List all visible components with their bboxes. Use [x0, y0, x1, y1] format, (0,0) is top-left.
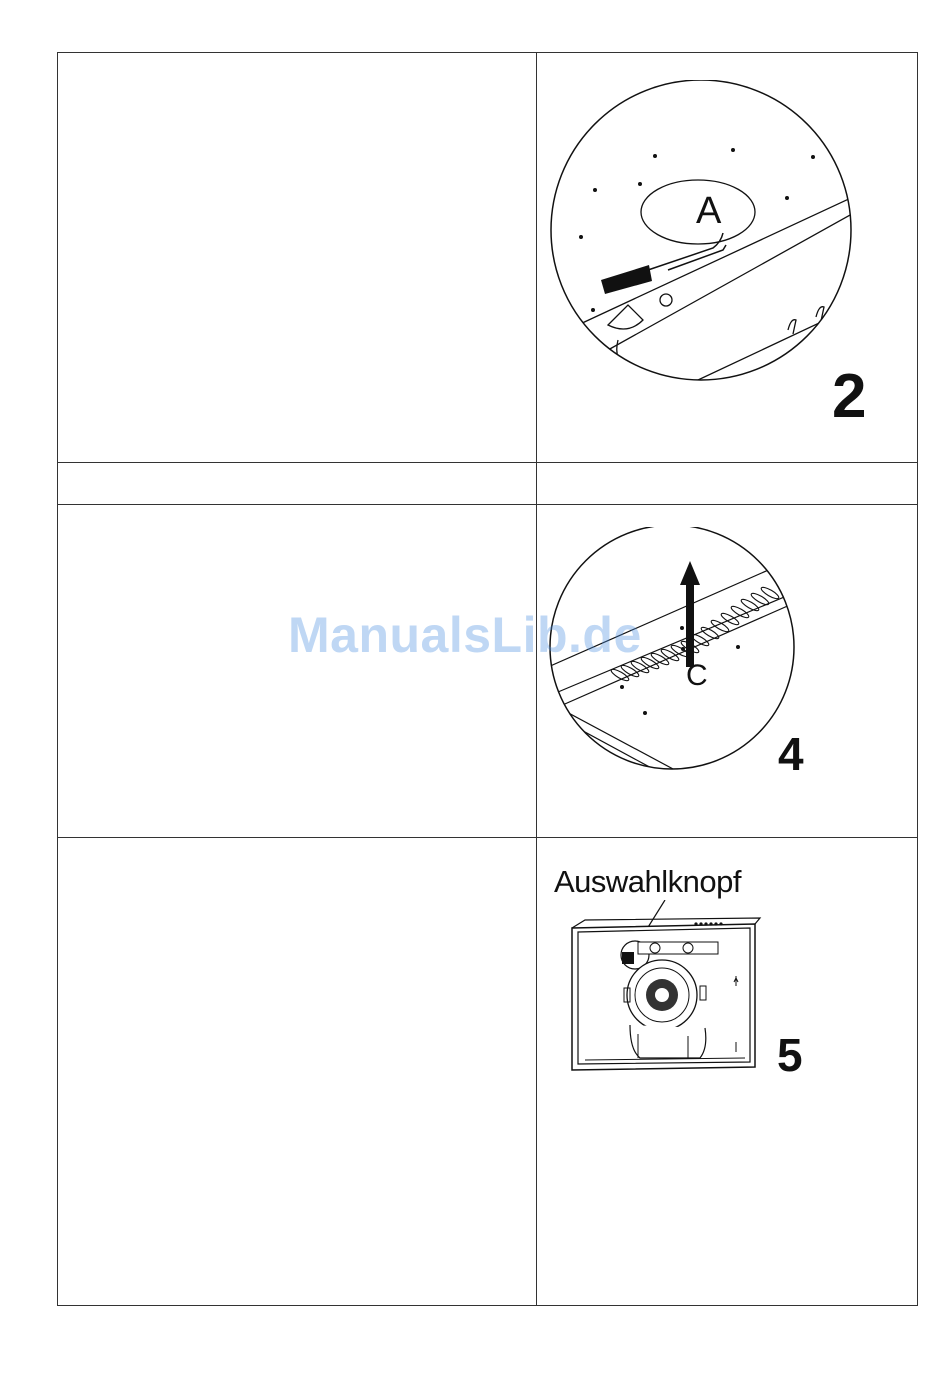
figure-4-number: 4 — [778, 728, 804, 777]
figure-5 — [560, 900, 820, 1080]
row-divider-1 — [58, 462, 917, 463]
row-divider-2 — [58, 504, 917, 505]
watermark: ManualsLib.de — [288, 607, 642, 663]
figure-5-number: 5 — [777, 1029, 803, 1080]
figure-2-label: A — [696, 190, 722, 232]
figure-2 — [548, 80, 878, 430]
row-divider-3 — [58, 837, 917, 838]
figure-5-callout: Auswahlknopf — [554, 864, 742, 899]
figure-4-label: C — [686, 659, 708, 692]
column-divider — [536, 53, 537, 1305]
figure-2-number: 2 — [832, 362, 867, 430]
